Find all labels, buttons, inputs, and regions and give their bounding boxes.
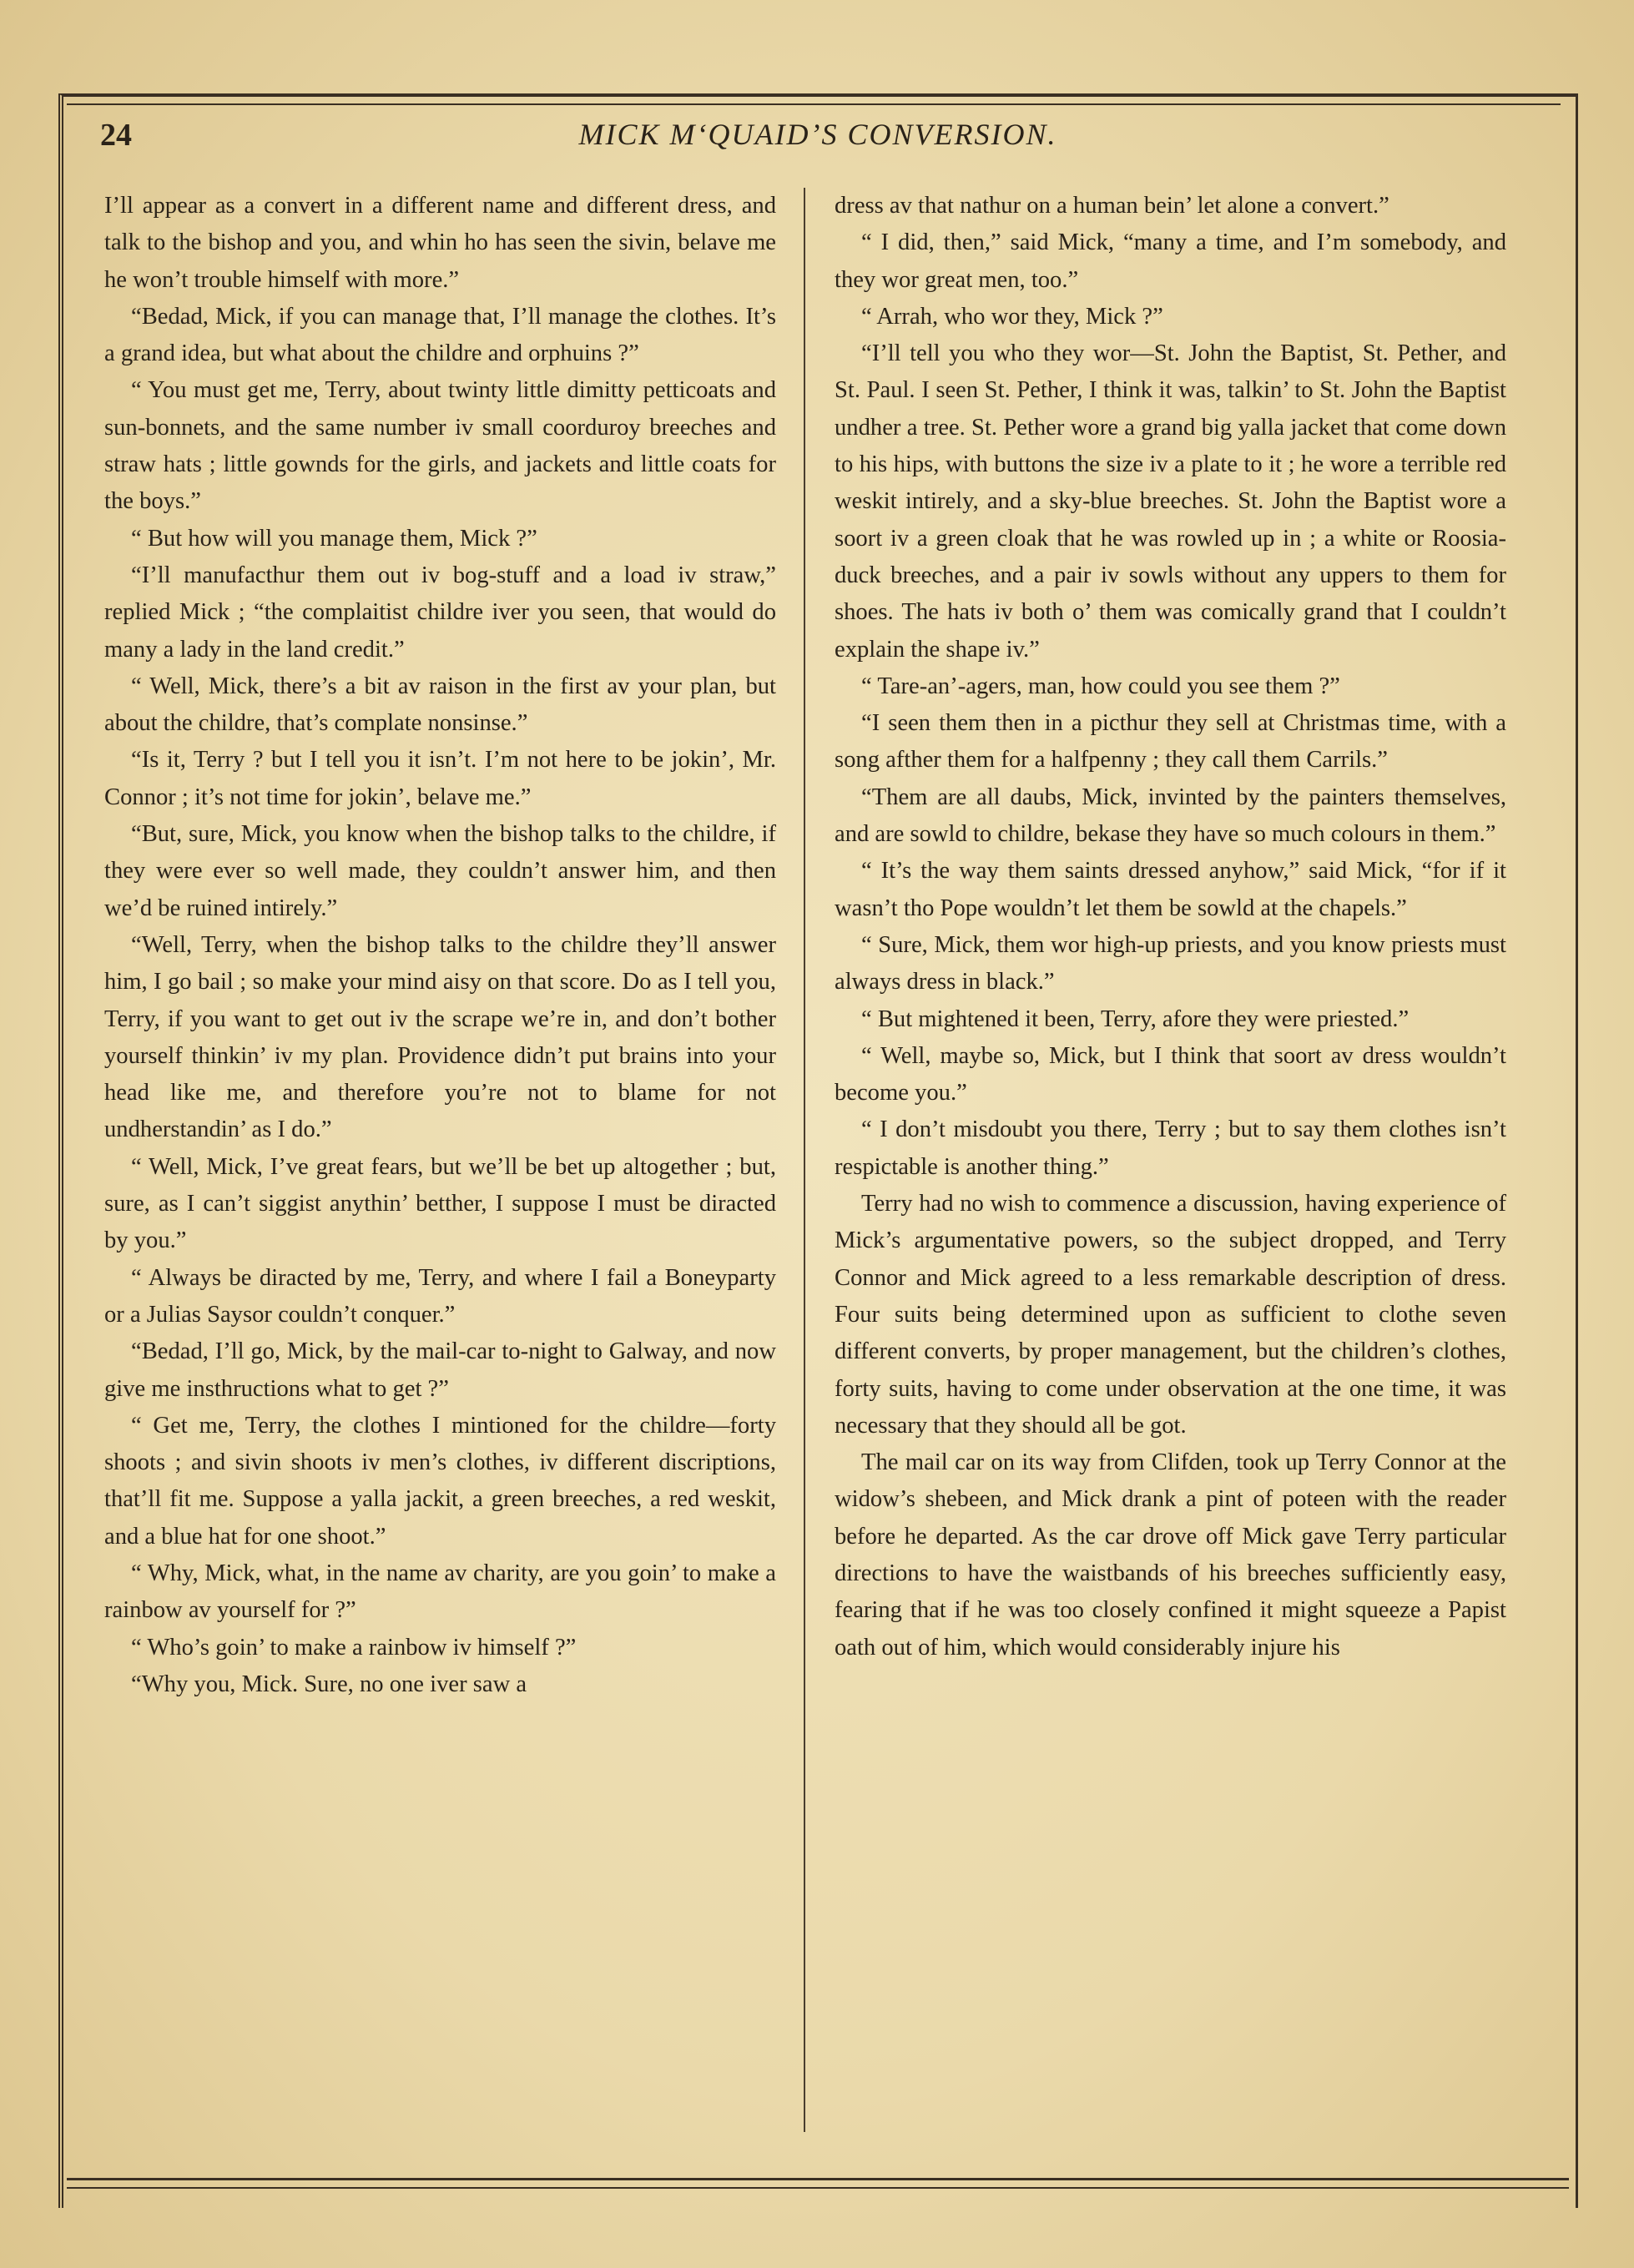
paragraph: “ Well, Mick, I’ve great fears, but we’ll be bet up altogether ; but, sure, as I can’t siggist anythin’ betther, I suppose I must be diracted by you.” [104,1153,776,1254]
paragraph: “I’ll manufacthur them out iv bog-stuff and a load iv straw,” replied Mick ; “the complaitist childre iver you seen, that would do many a lady in the land credit.” [104,562,776,663]
paragraph: “ It’s the way them saints dressed anyhow,” said Mick, “for if it wasn’t tho Pope wouldn’t let them be sowld at the chapels.” [835,858,1506,921]
paragraph: I’ll appear as a convert in a different name and different dress, and talk to the bishop and you, and whin ho has seen the sivin, belave me he won’t trouble himself with more.” [104,193,776,293]
paragraph: “But, sure, Mick, you know when the bishop talks to the childre, if they were ever so well made, they couldn’t answer him, and then we’d be ruined intirely.” [104,821,776,921]
paragraph: “Well, Terry, when the bishop talks to the childre they’ll answer him, I go bail ; so make your mind aisy on that score. Do as I tell you, Terry, if you want to get out iv the scrape we’re in, and don’t bother yourself thinkin’ iv my plan. Providence didn’t put brains into your head like me, and therefore you’re not to blame for not undherstandin’ as I do.” [104,931,776,1143]
footer-rule [67,2178,1569,2189]
paragraph: “Bedad, I’ll go, Mick, by the mail-car to-night to Galway, and now give me insthructions what to get ?” [104,1338,776,1402]
paragraph: “ I don’t misdoubt you there, Terry ; but to say them clothes isn’t respictable is another thing.” [835,1116,1506,1180]
paragraph: “ Well, Mick, there’s a bit av raison in the first av your plan, but about the childre, that’s complate nonsinse.” [104,673,776,737]
paragraph: “ Tare-an’-agers, man, how could you see them ?” [861,673,1340,699]
page-number: 24 [100,118,132,153]
paragraph: “I’ll tell you who they wor—St. John the Baptist, St. Pether, and St. Paul. I seen St. Pether, I think it was, talkin’ to St. John the Baptist undher a tree. St. Pether wore a grand big yalla jacket that come down to his hips, with buttons the size iv a plate to it ; he wore a terrible red weskit intirely, and a sky-blue breeches. St. John the Baptist wore a soort iv a green cloak that he was rowled up in ; a white or Roosia-duck breeches, and a pair iv sowls without any uppers to them for shoes. The hats iv both o’ them was comically grand that I couldn’t explain the shape iv.” [835,340,1506,663]
paragraph: “ Arrah, who wor they, Mick ?” [861,303,1163,330]
header-rule [67,103,1561,105]
paragraph: “ Get me, Terry, the clothes I mintioned for the childre—forty shoots ; and sivin shoots iv men’s clothes, iv different discriptions, that’ll fit me. Suppose a yalla jackit, a green breeches, a red weskit, and a blue hat for one shoot.” [104,1412,776,1550]
paragraph: “ Always be diracted by me, Terry, and where I fail a Boneyparty or a Julias Saysor couldn’t conquer.” [104,1264,776,1328]
paragraph: “ I did, then,” said Mick, “many a time, and I’m somebody, and they wor great men, too.” [835,229,1506,293]
paragraph: “Them are all daubs, Mick, invinted by the painters themselves, and are sowld to childre, bekase they have so much colours in them.” [835,784,1506,848]
paragraph: “ Who’s goin’ to make a rainbow iv himself ?” [131,1634,577,1661]
paragraph: “ You must get me, Terry, about twinty little dimitty petticoats and sun-bonnets, and the same number iv small coorduroy breeches and straw hats ; little gownds for the girls, and jackets and little coats for the boys.” [104,377,776,515]
paragraph: “Bedad, Mick, if you can manage that, I’ll manage the clothes. It’s a grand idea, but what about the childre and orphuins ?” [104,303,776,367]
paragraph: “Why you, Mick. Sure, no one iver saw a [131,1671,527,1697]
paragraph: “ Why, Mick, what, in the name av charity, are you goin’ to make a rainbow av yourself for ?” [104,1560,776,1624]
paragraph: dress av that nathur on a human bein’ let alone a convert.” [835,193,1389,219]
right-column [835,188,1506,1666]
paragraph: “ But how will you manage them, Mick ?” [131,525,537,552]
paragraph: “ Sure, Mick, them wor high-up priests, and you know priests must always dress in black.” [835,931,1506,995]
paragraph: “ Well, maybe so, Mick, but I think that soort av dress wouldn’t become you.” [835,1042,1506,1106]
left-column [104,188,776,1703]
paragraph: “I seen them then in a picthur they sell at Christmas time, with a song afther them for a halfpenny ; they call them Carrils.” [835,710,1506,774]
page-header [100,117,1536,167]
paragraph: Terry had no wish to commence a discussion, having experience of Mick’s argumentative powers, so the subject dropped, and Terry Connor and Mick agreed to a less remarkable description of dress. Four suits being determined upon as sufficient to clothe seven different converts, by proper management, but the children’s clothes, forty suits, having to come under observation at the one time, it was necessary that they should all be got. [835,1191,1506,1439]
column-divider [804,188,805,2132]
paragraph: “ But mightened it been, Terry, afore they were priested.” [861,1005,1410,1032]
paragraph: “Is it, Terry ? but I tell you it isn’t. I’m not here to be jokin’, Mr. Connor ; it’s not time for jokin’, belave me.” [104,747,776,810]
paragraph: The mail car on its way from Clifden, took up Terry Connor at the widow’s shebeen, and Mick drank a pint of poteen with the reader before he departed. As the car drove off Mick gave Terry particular directions to have the waistbands of his breeches sufficiently easy, fearing that if he was too closely confined it might squeeze a Papist oath out of him, which would considerably injure his [835,1449,1506,1661]
running-title: MICK M‘QUAID’S CONVERSION. [578,118,1057,151]
